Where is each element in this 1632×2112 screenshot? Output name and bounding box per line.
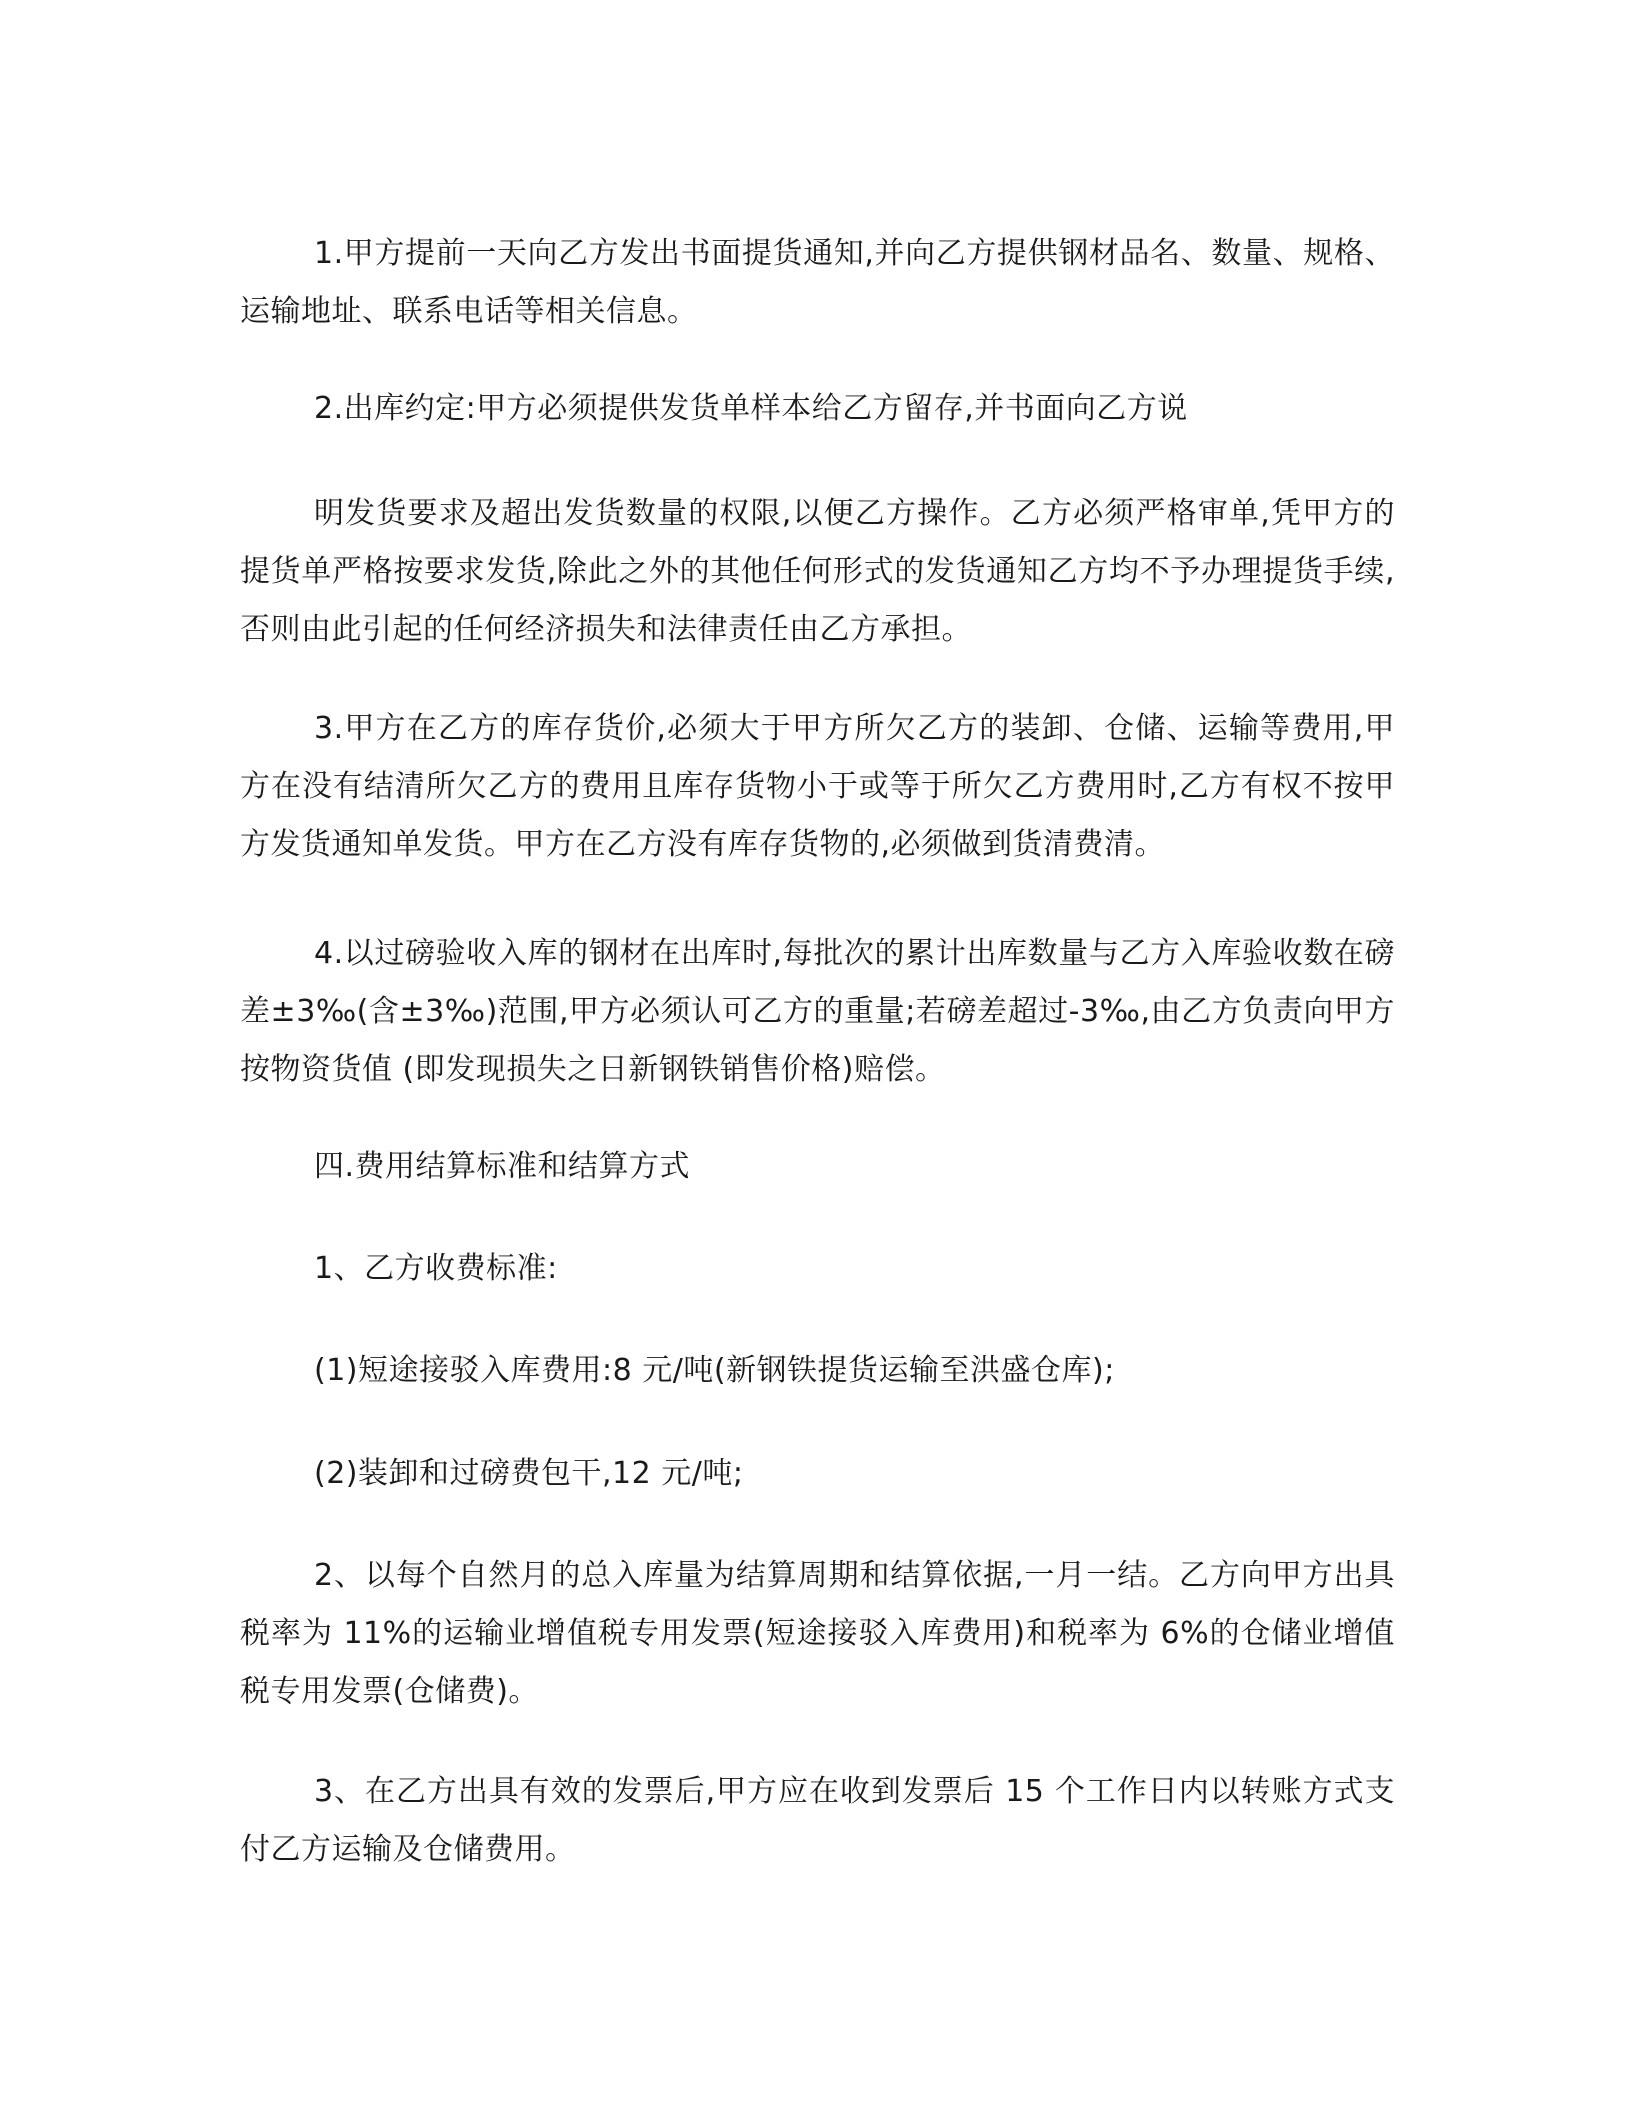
- paragraph-settlement-cycle: 2、以每个自然月的总入库量为结算周期和结算依据,一月一结。乙方向甲方出具税率为 11%的运输业增值税专用发票(短途接驳入库费用)和税率为 6%的仓储业增值税专用发票(仓储费)。: [240, 1558, 1395, 1709]
- fee-item-short-haul: (1)短途接驳入库费用:8 元/吨(新钢铁提货运输至洪盛仓库);: [314, 1353, 1115, 1388]
- paragraph-2-continued: 明发货要求及超出发货数量的权限,以便乙方操作。乙方必须严格审单,凭甲方的提货单严格按要求发货,除此之外的其他任何形式的发货通知乙方均不予办理提货手续,否则由此引起的任何经济损失和法律责任由乙方承担。: [240, 496, 1395, 647]
- fee-standard-heading: 1、乙方收费标准:: [314, 1251, 558, 1286]
- paragraph-3-inventory-value: 3.甲方在乙方的库存货价,必须大于甲方所欠乙方的装卸、仓储、运输等费用,甲方在没有结清所欠乙方的费用且库存货物小于或等于所欠乙方费用时,乙方有权不按甲方发货通知单发货。甲方在乙方没有库存货物的,必须做到货清费清。: [240, 711, 1395, 862]
- section-heading-fee-settlement: 四.费用结算标准和结算方式: [314, 1149, 691, 1184]
- paragraph-4-weighing-tolerance: 4.以过磅验收入库的钢材在出库时,每批次的累计出库数量与乙方入库验收数在磅差±3‰(含±3‰)范围,甲方必须认可乙方的重量;若磅差超过-3‰,由乙方负责向甲方按物资货值 (即发现损失之日新钢铁销售价格)赔偿。: [240, 936, 1395, 1087]
- fee-item-loading-weighing: (2)装卸和过磅费包干,12 元/吨;: [314, 1456, 744, 1491]
- paragraph-2-outbound-agreement: 2.出库约定:甲方必须提供发货单样本给乙方留存,并书面向乙方说: [314, 391, 1188, 426]
- paragraph-payment-terms: 3、在乙方出具有效的发票后,甲方应在收到发票后 15 个工作日内以转账方式支付乙方运输及仓储费用。: [240, 1774, 1395, 1867]
- paragraph-1-pickup-notice: 1.甲方提前一天向乙方发出书面提货通知,并向乙方提供钢材品名、数量、规格、运输地址、联系电话等相关信息。: [240, 236, 1395, 329]
